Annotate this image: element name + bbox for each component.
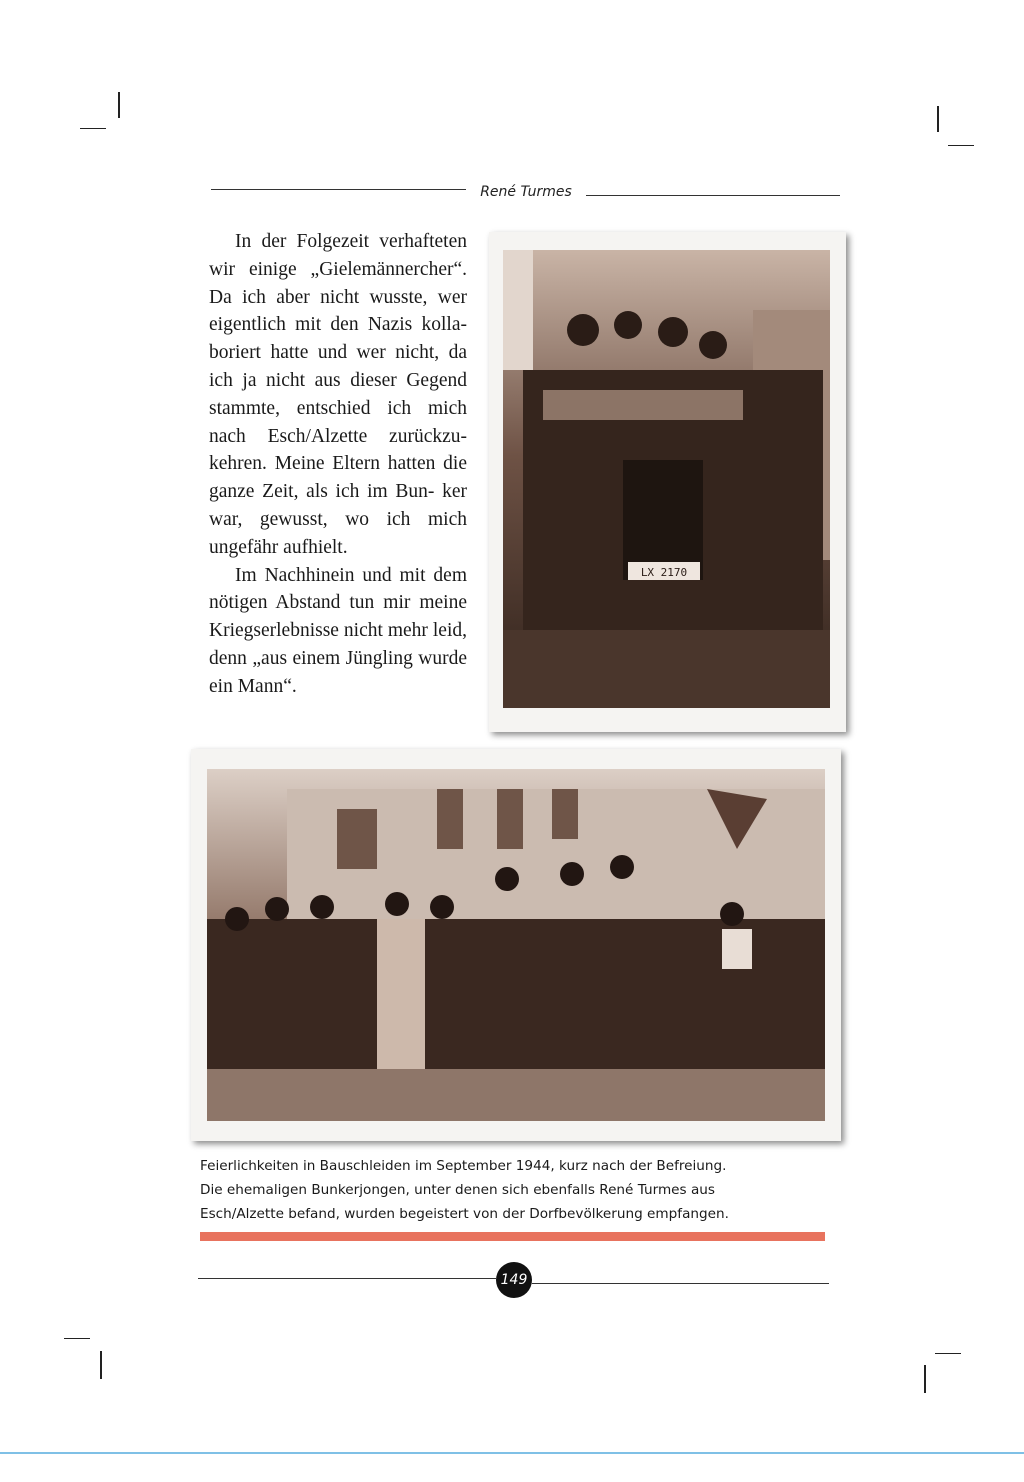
caption-accent-bar <box>200 1232 825 1241</box>
text-line: ungefähr aufhielt. <box>209 536 348 558</box>
crop-mark-top-right-horizontal <box>948 145 974 146</box>
caption-line: Feierlichkeiten in Bauschleiden im September 1944, kurz nach der Befreiung. <box>200 1158 727 1174</box>
crop-mark-top-left-horizontal <box>80 128 106 129</box>
crop-mark-bottom-left-vertical <box>100 1351 102 1379</box>
header-rule-left <box>211 189 466 190</box>
text-line: die ganze Zeit, als ich im Bun- <box>209 453 467 503</box>
paragraph-1 <box>209 228 467 562</box>
running-header-author: René Turmes <box>480 184 572 200</box>
text-line: ich ja nicht aus dieser Gegend <box>209 369 467 391</box>
photo-caption <box>200 1154 840 1226</box>
photo-crowd <box>207 769 825 1121</box>
crop-mark-bottom-right-horizontal <box>935 1353 961 1354</box>
text-line: kehren. Meine Eltern hatten <box>209 453 436 475</box>
body-text <box>209 228 467 701</box>
photo-truck-frame <box>489 232 846 732</box>
text-line: meine Kriegserlebnisse nicht <box>209 592 467 642</box>
text-line: Jüngling wurde ein Mann“. <box>209 647 468 697</box>
footer-rule-left <box>198 1278 496 1279</box>
caption-line: Die ehemaligen Bunkerjongen, unter denen sich ebenfalls René Turmes aus <box>200 1182 715 1198</box>
license-plate: LX 2170 <box>640 566 688 579</box>
text-line: wir einige „Gielemännercher“. <box>209 258 467 280</box>
text-line: stammte, entschied ich mich <box>209 397 467 419</box>
scan-edge-line <box>0 1452 1024 1454</box>
caption-line: Esch/Alzette befand, wurden begeistert von der Dorfbevölkerung empfangen. <box>200 1206 729 1222</box>
crop-mark-top-left-vertical <box>118 92 120 118</box>
text-line: Im Nachhinein und mit <box>235 564 426 586</box>
crop-mark-bottom-left-horizontal <box>64 1338 90 1339</box>
text-line: In der Folgezeit verhafteten <box>235 231 467 252</box>
text-line: Da ich aber nicht wusste, wer <box>209 286 467 308</box>
footer-rule-right <box>532 1283 829 1284</box>
crop-mark-top-right-vertical <box>937 106 939 132</box>
text-line: boriert hatte und wer nicht, da <box>209 342 467 364</box>
text-line: eigentlich mit den Nazis kolla- <box>209 314 467 336</box>
text-line: dem nötigen Abstand tun mir <box>209 564 467 614</box>
crop-mark-bottom-right-vertical <box>924 1365 926 1393</box>
photo-truck <box>503 250 830 708</box>
paragraph-2 <box>209 562 467 701</box>
text-line: nach Esch/Alzette zurückzu- <box>209 425 467 447</box>
header-rule-right <box>586 195 840 196</box>
photo-crowd-frame <box>191 749 841 1141</box>
page-number: 149 <box>496 1262 532 1298</box>
text-line: mehr leid, denn „aus einem <box>209 620 467 669</box>
text-line: ker war, gewusst, wo ich mich <box>209 481 468 530</box>
